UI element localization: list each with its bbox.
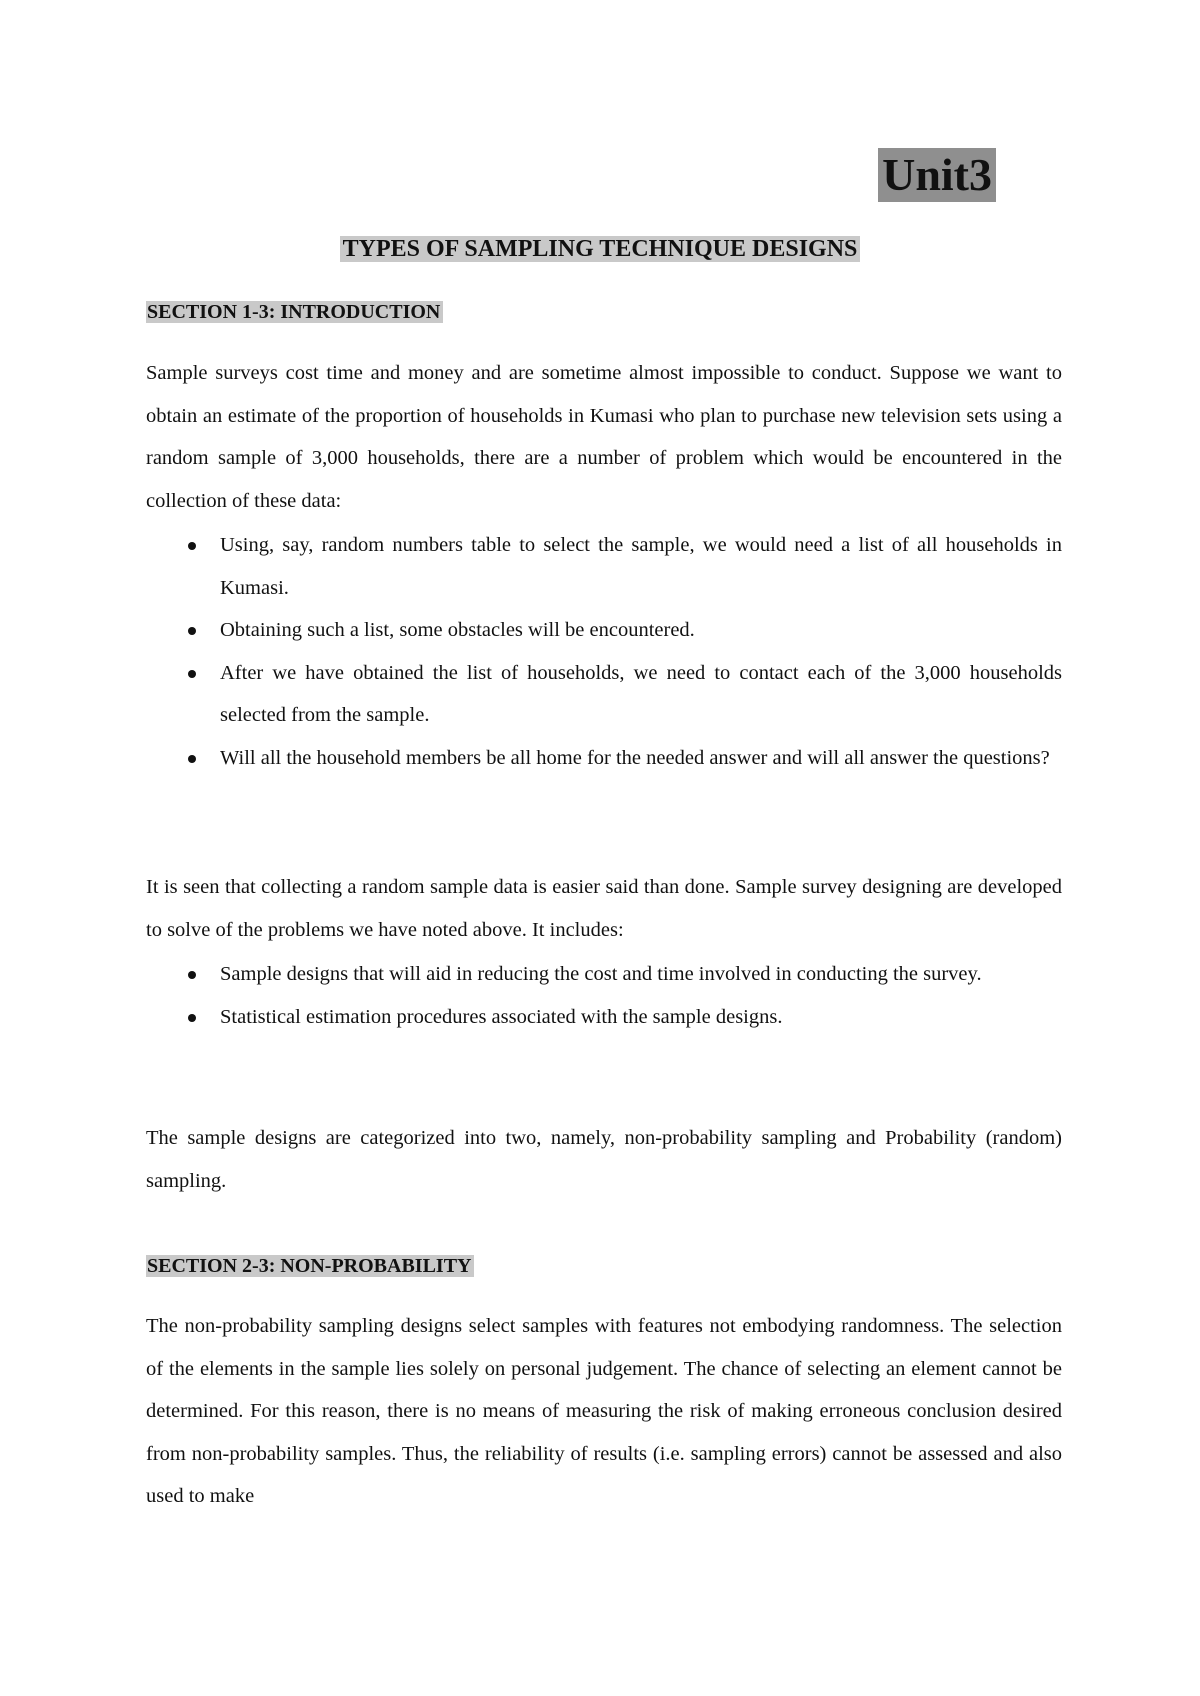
list-item bbox=[146, 996, 1062, 1039]
intro-paragraph: Sample surveys cost time and money and are sometime almost impossible to conduct. Suppose we want to obtain an estimate of the proportion of households in Kumasi who plan to purchase new television sets using a random sample of 3,000 households, there are a number of problem which would be encountered in the collection of these data: bbox=[146, 362, 1062, 512]
list-item bbox=[146, 737, 1062, 780]
non-probability-paragraph: The non-probability sampling designs select samples with features not embodying randomness. The selection of the elements in the sample lies solely on personal judgement. The chance of selecting an element cannot be determined. For this reason, there is no means of measuring the risk of making erroneous conclusion desired from non-probability samples. Thus, the reliability of results (i.e. sampling errors) cannot be assessed and also used to make bbox=[146, 1315, 1062, 1507]
sampling-problems-paragraph: It is seen that collecting a random sample data is easier said than done. Sample survey designing are developed to solve of the problems we have noted above. It includes: bbox=[146, 876, 1062, 941]
list-item bbox=[146, 609, 1062, 652]
section-heading-text: SECTION 2-3: NON-PROBABILITY bbox=[146, 1255, 474, 1277]
section-heading-non-probability bbox=[146, 1252, 474, 1280]
categories-paragraph: The sample designs are categorized into two, namely, non-probability sampling and Probability (random) sampling. bbox=[146, 1127, 1062, 1192]
list-item-text: Using, say, random numbers table to select the sample, we would need a list of all households in Kumasi. bbox=[220, 534, 1062, 599]
design-bullet-list bbox=[146, 953, 1062, 1038]
list-item-text: Statistical estimation procedures associated with the sample designs. bbox=[220, 1005, 783, 1028]
list-item bbox=[146, 953, 1062, 996]
document-title bbox=[0, 234, 1200, 264]
section-heading-text: SECTION 1-3: INTRODUCTION bbox=[146, 301, 443, 323]
list-item-text: Will all the household members be all home for the needed answer and will all answer the questions? bbox=[220, 746, 1050, 769]
bullet-icon bbox=[188, 670, 196, 678]
list-item-text: After we have obtained the list of households, we need to contact each of the 3,000 households selected from the sample. bbox=[220, 661, 1062, 726]
unit-label: Unit3 bbox=[878, 148, 996, 202]
bullet-icon bbox=[188, 755, 196, 763]
bullet-icon bbox=[188, 627, 196, 635]
bullet-icon bbox=[188, 542, 196, 550]
bullet-icon bbox=[188, 1014, 196, 1022]
document-title-text: TYPES OF SAMPLING TECHNIQUE DESIGNS bbox=[340, 236, 861, 262]
intro-bullet-list bbox=[146, 524, 1062, 779]
list-item bbox=[146, 524, 1062, 609]
section-heading-introduction bbox=[146, 298, 443, 326]
bullet-icon bbox=[188, 971, 196, 979]
list-item-text: Obtaining such a list, some obstacles will be encountered. bbox=[220, 619, 695, 641]
list-item-text: Sample designs that will aid in reducing the cost and time involved in conducting the survey. bbox=[220, 963, 982, 985]
list-item bbox=[146, 652, 1062, 737]
